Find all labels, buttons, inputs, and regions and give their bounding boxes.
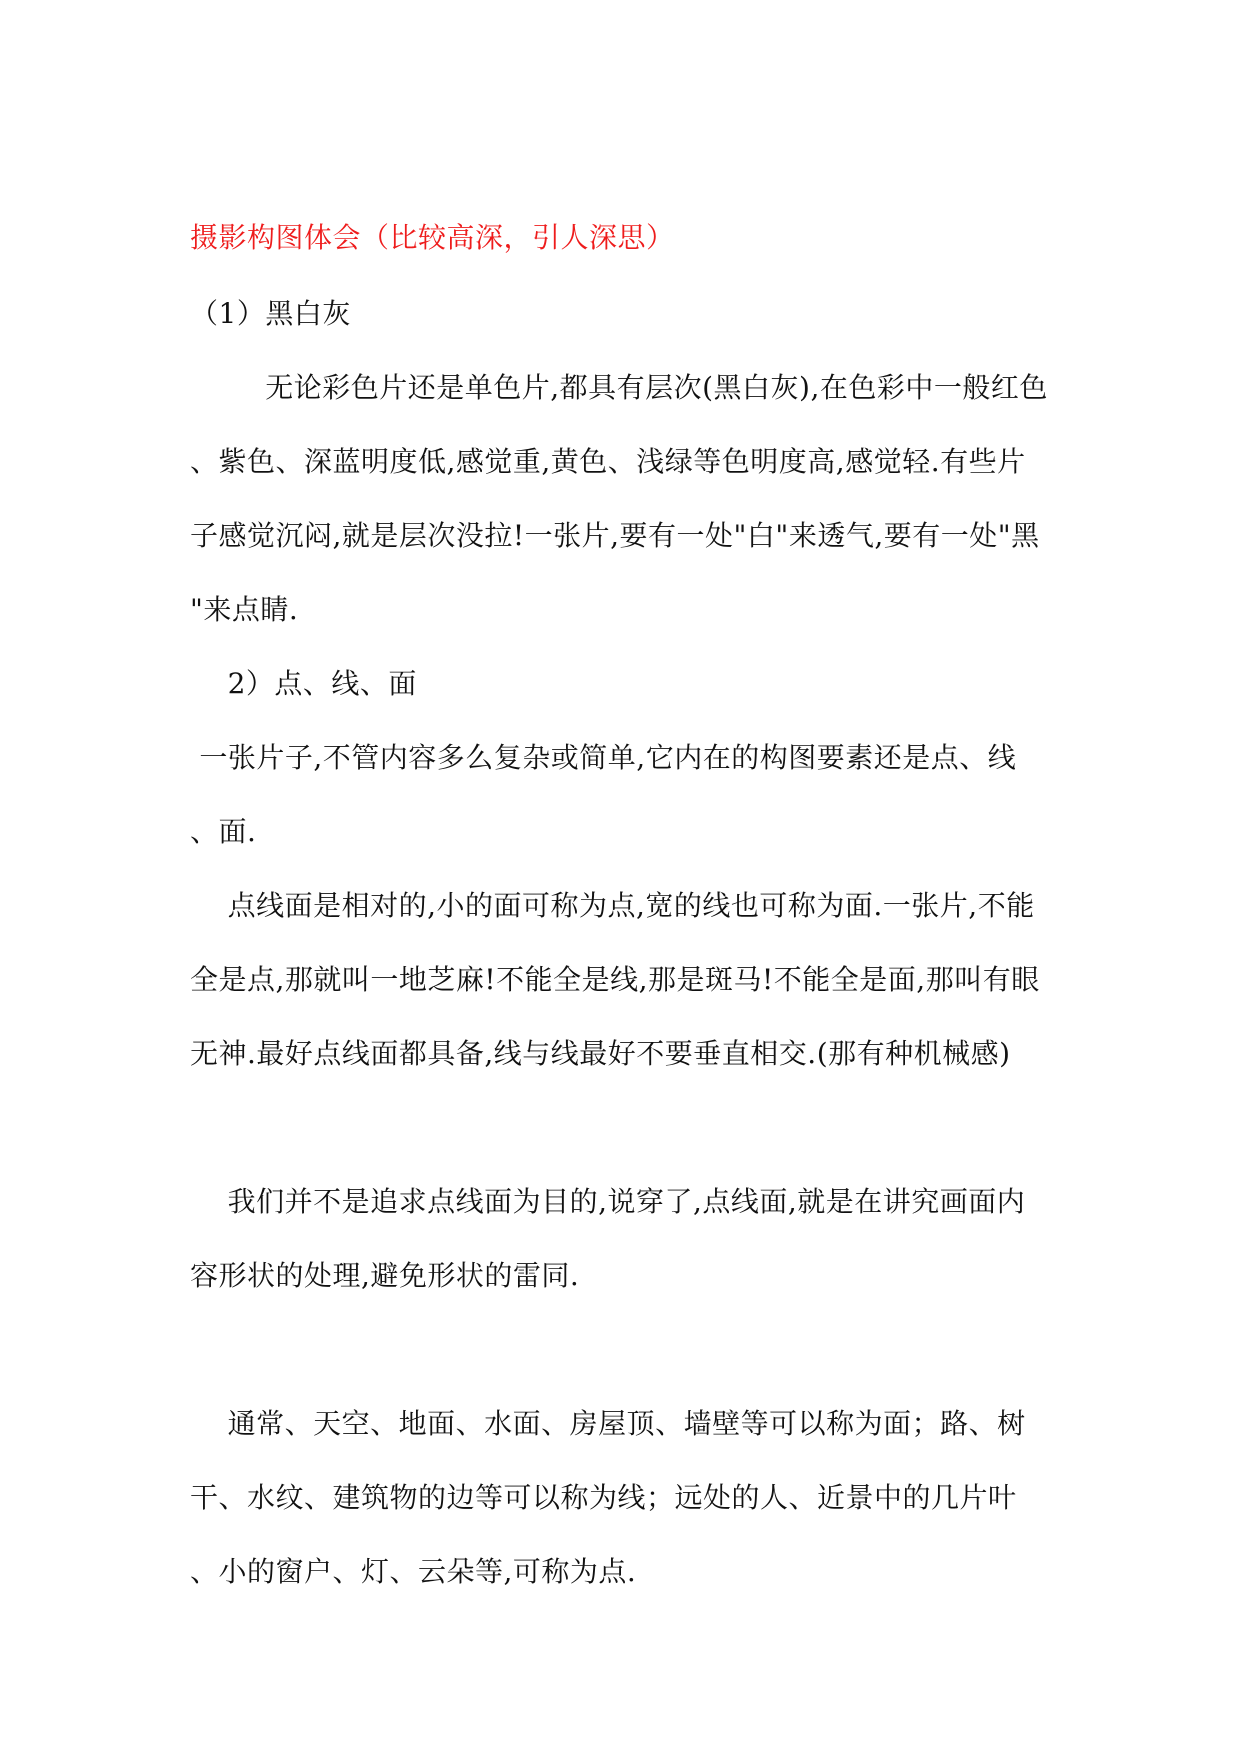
paragraph-line: 、紫色、深蓝明度低,感觉重,黄色、浅绿等色明度高,感觉轻.有些片 [190, 445, 1026, 478]
paragraph-line: 点线面是相对的,小的面可称为点,宽的线也可称为面.一张片,不能 [190, 889, 1035, 922]
paragraph-line: 、面. [190, 815, 257, 848]
paragraph-line: 全是点,那就叫一地芝麻!不能全是线,那是斑马!不能全是面,那叫有眼 [190, 963, 1040, 996]
paragraph-line: 干、水纹、建筑物的边等可以称为线；远处的人、近景中的几片叶 [190, 1481, 1017, 1514]
heading-point-line-plane: 2）点、线、面 [190, 667, 417, 700]
document-title: 摄影构图体会（比较高深，引人深思） [190, 221, 675, 254]
paragraph-line: 容形状的处理,避免形状的雷同. [190, 1259, 580, 1292]
paragraph-line: 我们并不是追求点线面为目的,说穿了,点线面,就是在讲究画面内 [190, 1185, 1026, 1218]
paragraph-line: 子感觉沉闷,就是层次没拉!一张片,要有一处"白"来透气,要有一处"黑 [190, 519, 1040, 552]
paragraph-line: "来点睛. [190, 593, 299, 626]
heading-black-white-gray: （1）黑白灰 [190, 297, 351, 330]
paragraph-line: 无神.最好点线面都具备,线与线最好不要垂直相交.(那有种机械感) [190, 1037, 1011, 1070]
paragraph-line: 、小的窗户、灯、云朵等,可称为点. [190, 1555, 637, 1588]
paragraph-line: 通常、天空、地面、水面、房屋顶、墙壁等可以称为面；路、树 [190, 1407, 1026, 1440]
paragraph-line: 一张片子,不管内容多么复杂或简单,它内在的构图要素还是点、线 [190, 741, 1017, 774]
paragraph-line: 无论彩色片还是单色片,都具有层次(黑白灰),在色彩中一般红色 [190, 371, 1048, 404]
